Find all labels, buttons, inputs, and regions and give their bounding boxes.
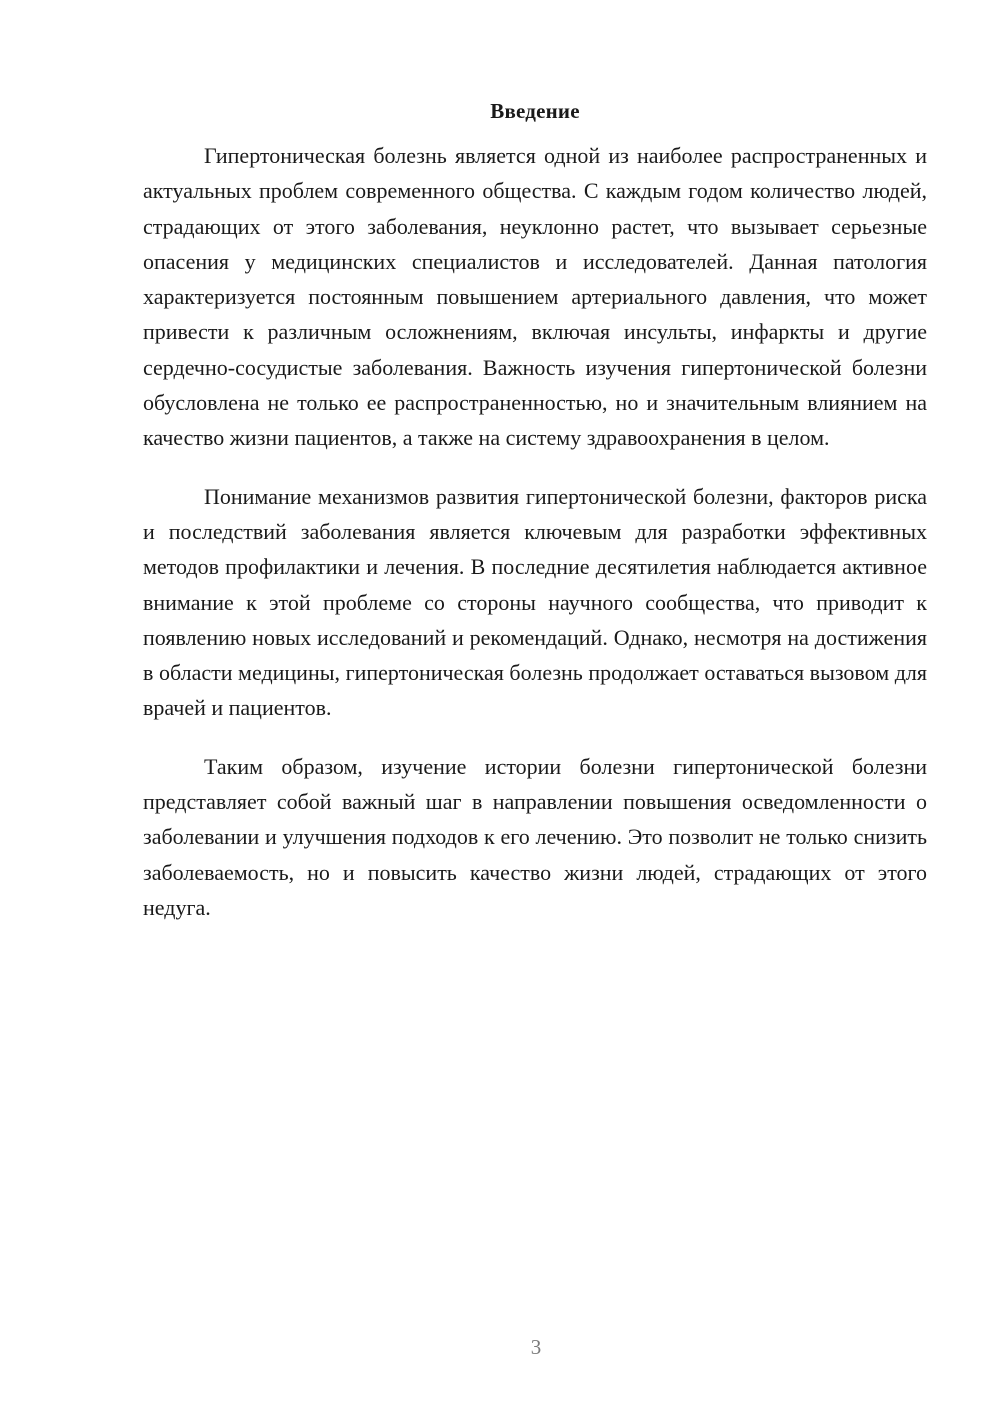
page-number: 3 <box>530 1335 542 1359</box>
paragraph-2: Понимание механизмов развития гипертонической болезни, факторов риска и последствий заболевания является ключевым для разработки эффективных методов профилактики и лечения. В последние десятилетия наблюдается активное внимание к этой проблеме со стороны научного сообщества, что приводит к появлению новых исследований и рекомендаций. Однако, несмотря на достижения в области медицины, гипертоническая болезнь продолжает оставаться вызовом для врачей и пациентов. <box>143 483 927 721</box>
paragraph-1: Гипертоническая болезнь является одной из наиболее распространенных и актуальных проблем современного общества. С каждым годом количество людей, страдающих от этого заболевания, неуклонно растет, что вызывает серьезные опасения у медицинских специалистов и исследователей. Данная патология характеризуется постоянным повышением артериального давления, что может привести к различным осложнениям, включая инсульты, инфаркты и другие сердечно-сосудистые заболевания. Важность изучения гипертонической болезни обусловлена не только ее распространенностью, но и значительным влиянием на качество жизни пациентов, а также на систему здравоохранения в целом. <box>143 143 927 451</box>
section-heading: Введение <box>490 99 580 123</box>
text-body <box>143 96 927 948</box>
paragraph-3: Таким образом, изучение истории болезни гипертонической болезни представляет собой важный шаг в направлении повышения осведомленности о заболевании и улучшения подходов к его лечению. Это позволит не только снизить заболеваемость, но и повысить качество жизни людей, страдающих от этого недуга. <box>143 753 927 920</box>
